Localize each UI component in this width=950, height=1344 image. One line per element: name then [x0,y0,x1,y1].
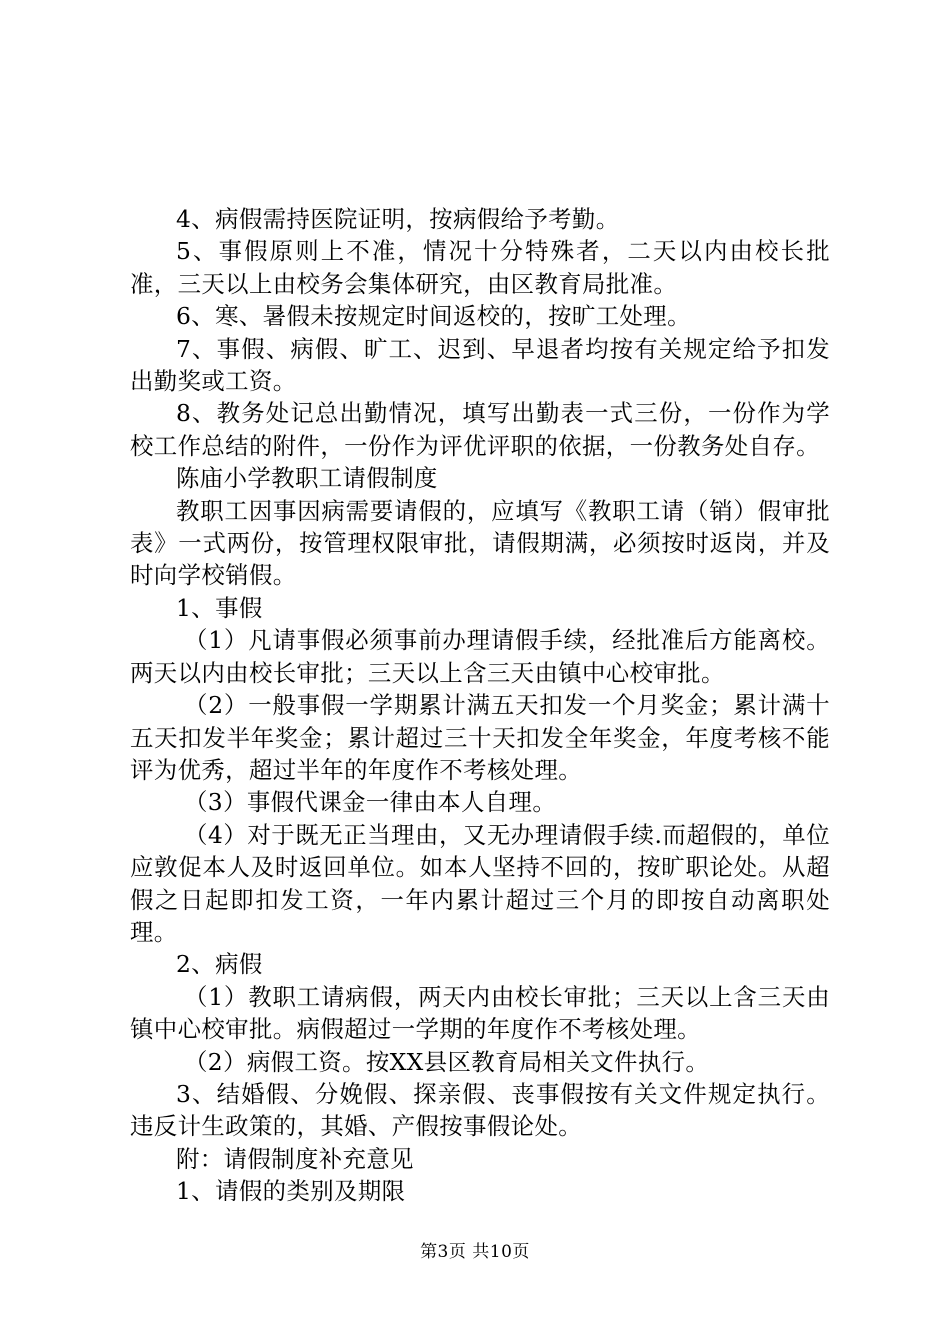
paragraph: 6、寒、暑假未按规定时间返校的，按旷工处理。 [176,302,691,331]
section-title: 附：请假制度补充意见 [176,1144,414,1173]
paragraph: （2）一般事假一学期累计满五天扣发一个月奖金；累计满十五天扣发半年奖金；累计超过三十天扣发全年奖金，年度考核不能评为优秀，超过半年的年度作不考核处理。 [130,691,830,784]
paragraph: 8、教务处记总出勤情况，填写出勤表一式三份，一份作为学校工作总结的附件，一份作为评优评职的依据，一份教务处自存。 [130,399,830,460]
paragraph: （4）对于既无正当理由，又无办理请假手续.而超假的，单位应敦促本人及时返回单位。如本人坚持不回的，按旷职论处。从超假之日起即扣发工资，一年内累计超过三个月的即按自动离职处理。 [130,820,830,946]
section-heading: 2、病假 [176,950,263,979]
section-heading: 1、请假的类别及期限 [176,1177,406,1206]
paragraph: 5、事假原则上不准，情况十分特殊者，二天以内由校长批准，三天以上由校务会集体研究，由区教育局批准。 [130,237,830,298]
paragraph: 4、病假需持医院证明，按病假给予考勤。 [176,205,620,233]
paragraph: 教职工因事因病需要请假的，应填写《教职工请（销）假审批表》一式两份，按管理权限审批，请假期满，必须按时返岗，并及时向学校销假。 [130,496,830,590]
paragraph: （2）病假工资。按XX县区教育局相关文件执行。 [184,1047,710,1076]
paragraph: （3）事假代课金一律由本人自理。 [184,788,557,817]
paragraph: （1）凡请事假必须事前办理请假手续，经批准后方能离校。两天以内由校长审批；三天以上含三天由镇中心校审批。 [130,626,830,687]
paragraph: （1）教职工请病假，两天内由校长审批；三天以上含三天由镇中心校审批。病假超过一学期的年度作不考核处理。 [130,982,830,1044]
document-body [130,203,830,1208]
paragraph: 7、事假、病假、旷工、迟到、早退者均按有关规定给予扣发出勤奖或工资。 [130,334,830,396]
section-heading: 1、事假 [176,593,263,622]
page-number-footer: 第3页 共10页 [420,1242,530,1262]
paragraph: 3、结婚假、分娩假、探亲假、丧事假按有关文件规定执行。违反计生政策的，其婚、产假按事假论处。 [130,1079,830,1141]
section-title: 陈庙小学教职工请假制度 [176,464,438,493]
